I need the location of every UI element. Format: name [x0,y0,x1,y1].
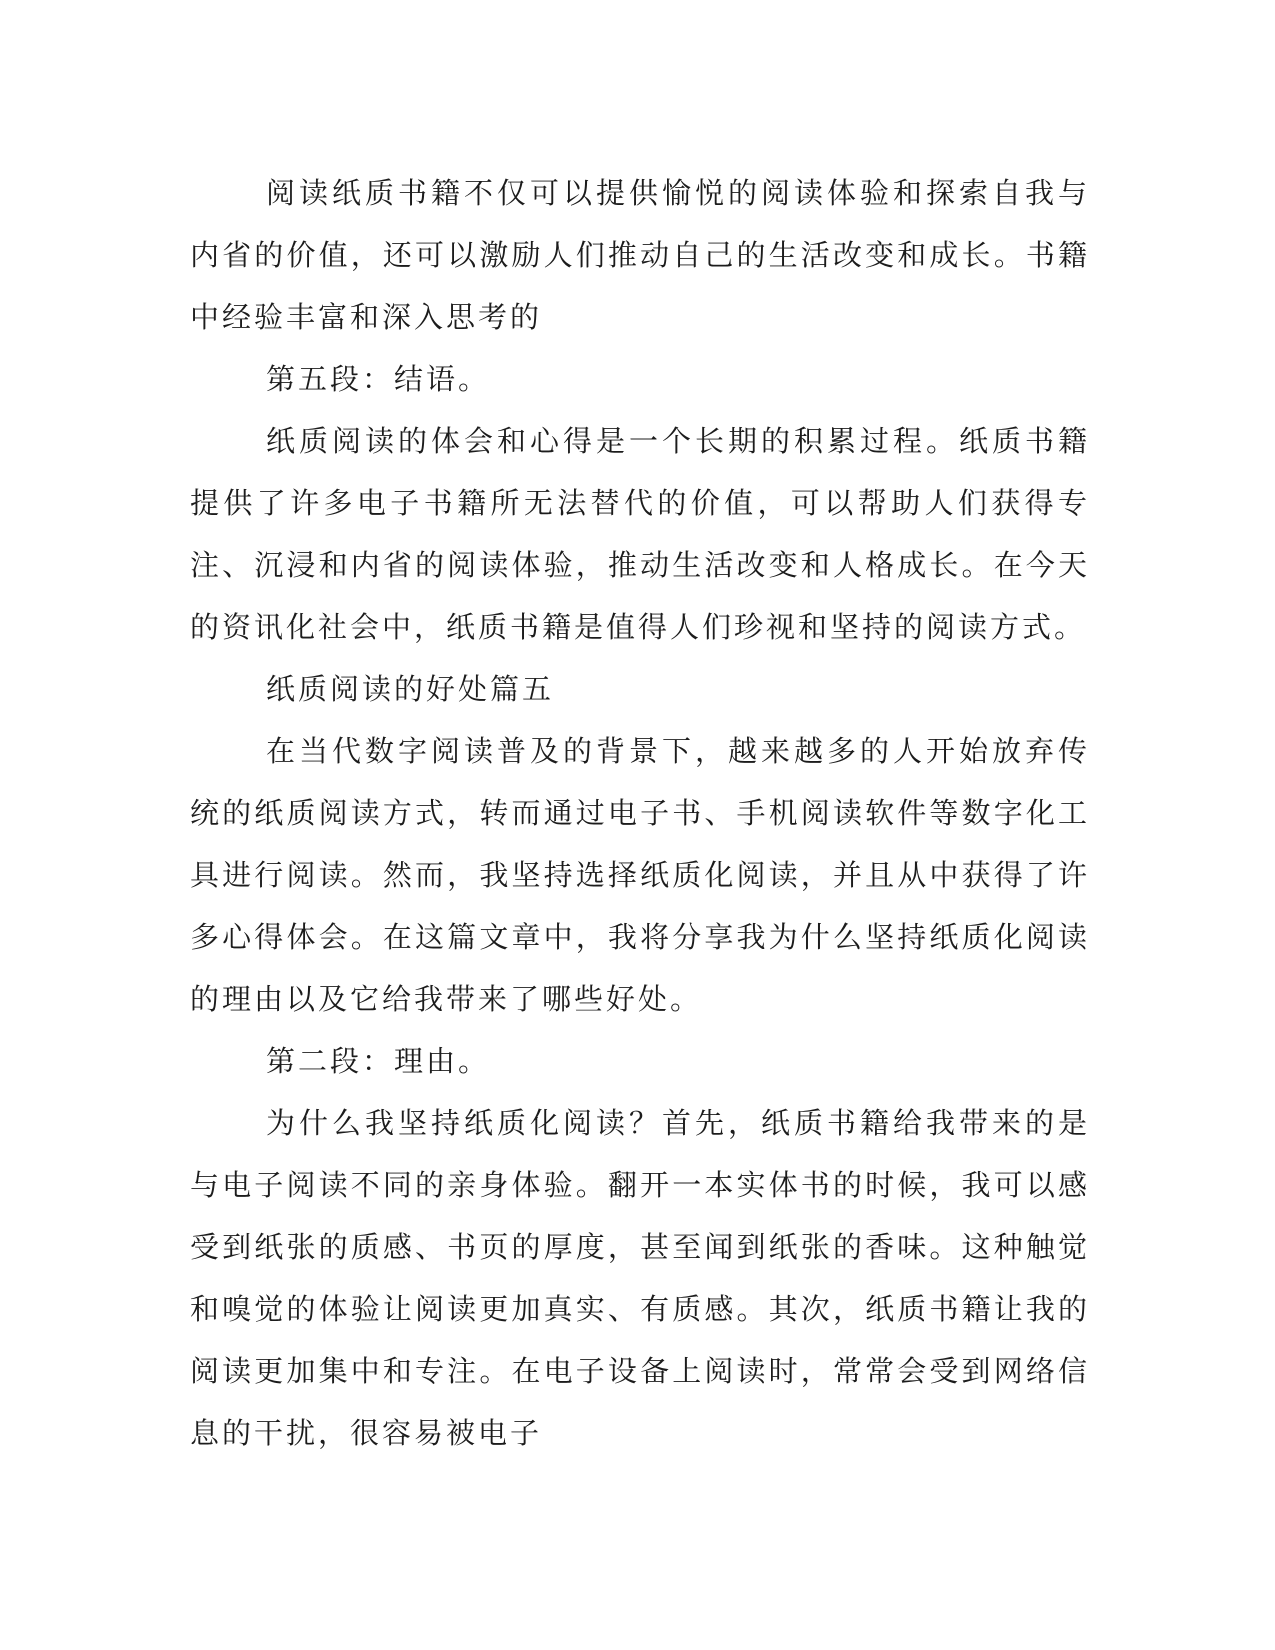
section-heading-conclusion: 第五段：结语。 [266,362,491,396]
section-heading-reasons: 第二段：理由。 [266,1044,491,1078]
article-title: 纸质阅读的好处篇五 [266,672,555,706]
paragraph-reasons: 为什么我坚持纸质化阅读？首先，纸质书籍给我带来的是与电子阅读不同的亲身体验。翻开一本实体书的时候，我可以感受到纸张的质感、书页的厚度，甚至闻到纸张的香味。这种触觉和嗅觉的体验让阅读更加真实、有质感。其次，纸质书籍让我的阅读更加集中和专注。在电子设备上阅读时，常常会受到网络信息的干扰，很容易被电子 [190,1106,1090,1450]
paragraph-conclusion: 纸质阅读的体会和心得是一个长期的积累过程。纸质书籍提供了许多电子书籍所无法替代的价值，可以帮助人们获得专注、沉浸和内省的阅读体验，推动生活改变和人格成长。在今天的资讯化社会中，纸质书籍是值得人们珍视和坚持的阅读方式。 [190,424,1090,644]
document-body [190,162,1090,1464]
paragraph-intro-continued: 阅读纸质书籍不仅可以提供愉悦的阅读体验和探索自我与内省的价值，还可以激励人们推动自己的生活改变和成长。书籍中经验丰富和深入思考的 [190,176,1090,334]
paragraph-intro: 在当代数字阅读普及的背景下，越来越多的人开始放弃传统的纸质阅读方式，转而通过电子书、手机阅读软件等数字化工具进行阅读。然而，我坚持选择纸质化阅读，并且从中获得了许多心得体会。在这篇文章中，我将分享我为什么坚持纸质化阅读的理由以及它给我带来了哪些好处。 [190,734,1090,1016]
